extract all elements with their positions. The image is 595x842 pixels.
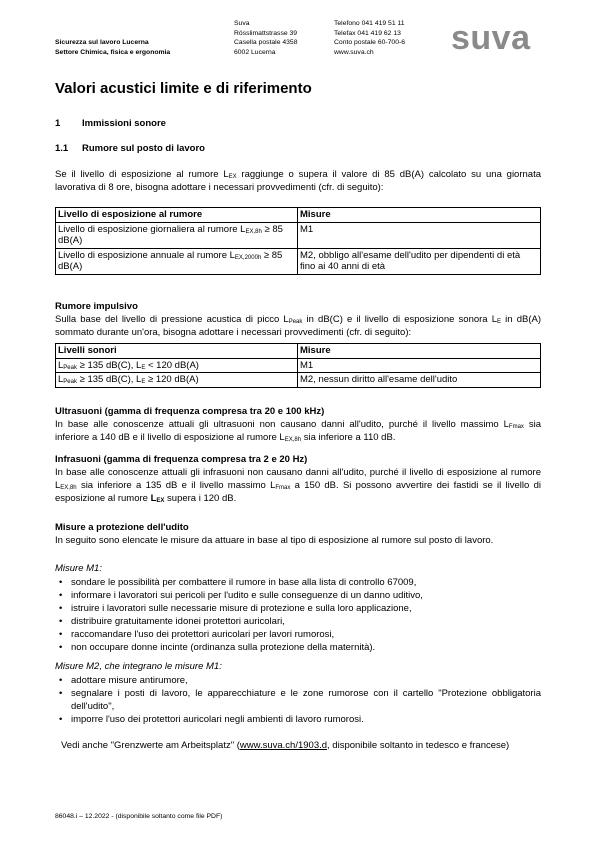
impulse-noise-section (55, 300, 541, 339)
table-cell: M1 (298, 222, 541, 248)
address-line: Casella postale 4358 (234, 39, 298, 46)
subsection-number: 1.1 (55, 143, 69, 154)
table-header-row (56, 344, 541, 359)
bullet-icon: • (59, 590, 63, 601)
text-run: Livello di esposizione annuale al rumore L (58, 249, 235, 261)
subscript: Peak (63, 379, 77, 385)
text-run: ≥ 85 dB(A) (58, 223, 283, 246)
table-header-cell: Misure (298, 344, 541, 359)
text-run: ≥ 135 dB(C), L (76, 374, 142, 385)
table-cell (56, 222, 298, 248)
list-item-text: raccomandare l'uso dei protettori auricolari per lavori rumorosi, (71, 629, 335, 640)
text-run: sia inferiore a 135 dB e il livello massimo L (76, 480, 276, 491)
table-cell (56, 248, 298, 274)
list-item-text: istruire i lavoratori sulle necessarie misure di protezione e sulla loro applicazione, (71, 603, 412, 614)
section-number: 1 (55, 118, 61, 129)
paragraph (55, 313, 541, 339)
list-item-text: sondare le possibilità per combattere il rumore in base alla lista di controllo 67009, (71, 577, 417, 588)
text-run: in dB(A) sommato durante un'ora, bisogna adottare i necessari provvedimenti (cfr. di seguito): (55, 314, 541, 338)
paragraph (55, 418, 541, 444)
bullet-icon: • (59, 642, 63, 653)
list-item (59, 602, 541, 615)
text-run: In base alle conoscenze attuali gli ultrasuoni non causano danni all'udito, purché il livello massimo L (55, 419, 509, 430)
list-item-text: imporre l'uso dei protettori auricolari negli ambienti di lavoro rumorosi. (71, 714, 364, 725)
subscript: E (497, 319, 502, 325)
text-run: ≥ 120 dB(A) (145, 374, 199, 385)
text-run: Vedi anche "Grenzwerte am Arbeitsplatz" ( (61, 740, 240, 751)
measures-m2-heading: Misure M2, che integrano le misure M1: (55, 661, 222, 672)
subscript: EX,8h (245, 228, 262, 235)
table-cell (56, 358, 298, 373)
text-run: L (58, 359, 64, 371)
measures-m2-list (59, 674, 541, 726)
list-item-text: segnalare i posti di lavoro, le apparecchiature e le zone rumorose con il cartello "Protezione obbligatoria dell'udito", (71, 688, 541, 712)
address-block (234, 19, 297, 57)
subscript: Peak (63, 364, 77, 371)
hearing-protection-section (55, 521, 541, 547)
text-run: a 150 dB. Si possono avvertire dei fastidi se il livello di esposizione al rumore (55, 480, 541, 504)
section-subheading: Infrasuoni (gamma di frequenza compresa tra 2 e 20 Hz) (55, 454, 308, 465)
subscript: EX,8h (60, 485, 77, 491)
bullet-icon: • (59, 616, 63, 627)
subscript: EX (228, 174, 237, 180)
section-title: Immissioni sonore (82, 118, 166, 129)
list-item (59, 589, 541, 602)
section-subheading: Misure a protezione dell'udito (55, 522, 189, 533)
list-item (59, 674, 541, 687)
subscript: E (141, 364, 146, 371)
contact-line: Telefono 041 419 51 11 (334, 20, 405, 27)
subscript: EX,8h (284, 437, 302, 443)
table-row (56, 373, 541, 388)
table-cell: M1 (298, 358, 541, 373)
section-subheading: Ultrasuoni (gamma di frequenza compresa tra 20 e 100 kHz) (55, 406, 325, 417)
text-run: sia inferiore a 110 dB. (301, 432, 396, 443)
address-line: Suva (234, 20, 250, 27)
text-run: < 120 dB(A) (145, 359, 199, 371)
contact-block (334, 19, 405, 57)
text-run: raggiunge o supera il valore di 85 dB(A) calcolato su una giornata lavorativa di 8 ore, bisogna adottare i necessari provvedimenti (cfr. di seguito): (55, 169, 541, 193)
department-block (55, 38, 170, 57)
department-line: Sicurezza sul lavoro Lucerna (55, 39, 149, 46)
table-row (56, 248, 541, 274)
text-run: ≥ 135 dB(C), L (76, 359, 142, 371)
bullet-icon: • (59, 629, 63, 640)
contact-line: www.suva.ch (334, 48, 374, 56)
subsection-title: Rumore sul posto di lavoro (82, 143, 205, 154)
bullet-icon: • (59, 688, 63, 699)
table-header-cell: Misure (298, 208, 541, 223)
subscript: Fmax (275, 485, 291, 491)
noise-exposure-table (55, 207, 541, 275)
text-run: Se il livello di esposizione al rumore L (55, 169, 229, 180)
contact-line: Telefax 041 419 62 13 (334, 29, 401, 37)
table-cell: M2, nessun diritto all'esame dell'udito (298, 373, 541, 388)
page-title: Valori acustici limite e di riferimento (55, 80, 312, 97)
table-row (56, 222, 541, 248)
text-run: sia inferiore a 140 dB e il livello di esposizione al rumore L (55, 419, 541, 443)
list-item (59, 628, 541, 641)
subscript: EX,2000h (234, 254, 262, 261)
address-line: Rösslimattstrasse 39 (234, 29, 298, 37)
paragraph (55, 466, 541, 505)
intro-paragraph (55, 168, 541, 194)
contact-line: Conto postale 60-700-6 (334, 39, 406, 46)
table-cell: M2, obbligo all'esame dell'udito per dipendenti di età fino ai 40 anni di età (298, 248, 541, 274)
sound-levels-table (55, 343, 541, 388)
bullet-icon: • (59, 675, 63, 686)
text-run: L (58, 374, 64, 385)
ultrasound-section (55, 405, 541, 444)
table-cell (56, 373, 298, 388)
footer-reference: 86048.i – 12.2022 - (disponibile soltanto come file PDF) (55, 813, 223, 820)
measures-m1-heading: Misure M1: (55, 563, 102, 574)
table-row (56, 358, 541, 373)
text-run: ≥ 85 dB(A) (58, 249, 283, 272)
list-item (59, 687, 541, 713)
subscript: Peak (288, 319, 303, 325)
paragraph: In seguito sono elencate le misure da attuare in base al tipo di esposizione al rumore sul posto di lavoro. (55, 535, 494, 546)
address-line: 6002 Lucerna (234, 48, 276, 56)
table-header-row (56, 208, 541, 223)
bullet-icon: • (59, 714, 63, 725)
table-header-cell: Livello di esposizione al rumore (56, 208, 298, 223)
list-item-text: non occupare donne incinte (ordinanza sulla protezione della maternità). (71, 642, 376, 653)
section-heading (55, 118, 166, 129)
subscript: E (141, 379, 146, 385)
bullet-icon: • (59, 577, 63, 588)
list-item (59, 615, 541, 628)
subscript: Fmax (508, 424, 524, 430)
text-run: in dB(C) e il livello di esposizione sonora L (302, 314, 498, 325)
table-header-cell: Livelli sonori (56, 344, 298, 359)
list-item (59, 641, 541, 654)
department-line: Settore Chimica, fisica e ergonomia (55, 48, 171, 56)
list-item-text: distribuire gratuitamente idonei protettori auricolari, (71, 616, 285, 627)
see-also-note (61, 739, 541, 752)
suva-logo: suva (451, 19, 531, 57)
list-item (59, 576, 541, 589)
list-item-text: adottare misure antirumore, (71, 675, 188, 686)
infrasound-section (55, 453, 541, 505)
measures-m1-list (59, 576, 541, 654)
list-item-text: informare i lavoratori sui pericoli per l'udito e sulle conseguenze di un danno uditivo, (71, 590, 423, 601)
bullet-icon: • (59, 603, 63, 614)
subsection-heading (55, 143, 205, 154)
suva-link[interactable]: www.suva.ch/1903.d (239, 740, 328, 751)
text-run: Livello di esposizione giornaliera al rumore L (58, 223, 246, 235)
text-run: L (150, 493, 157, 504)
section-subheading: Rumore impulsivo (55, 301, 138, 312)
list-item (59, 713, 541, 726)
text-run: Sulla base del livello di pressione acustica di picco L (55, 314, 289, 325)
text-run: In base alle conoscenze attuali gli infrasuoni non causano danni all'udito, purché il livello di esposizione al rumore L (55, 467, 541, 491)
subscript: EX (156, 498, 165, 504)
text-run: , disponibile soltanto in tedesco e francese) (327, 740, 510, 751)
text-run: supera i 120 dB. (164, 493, 237, 504)
